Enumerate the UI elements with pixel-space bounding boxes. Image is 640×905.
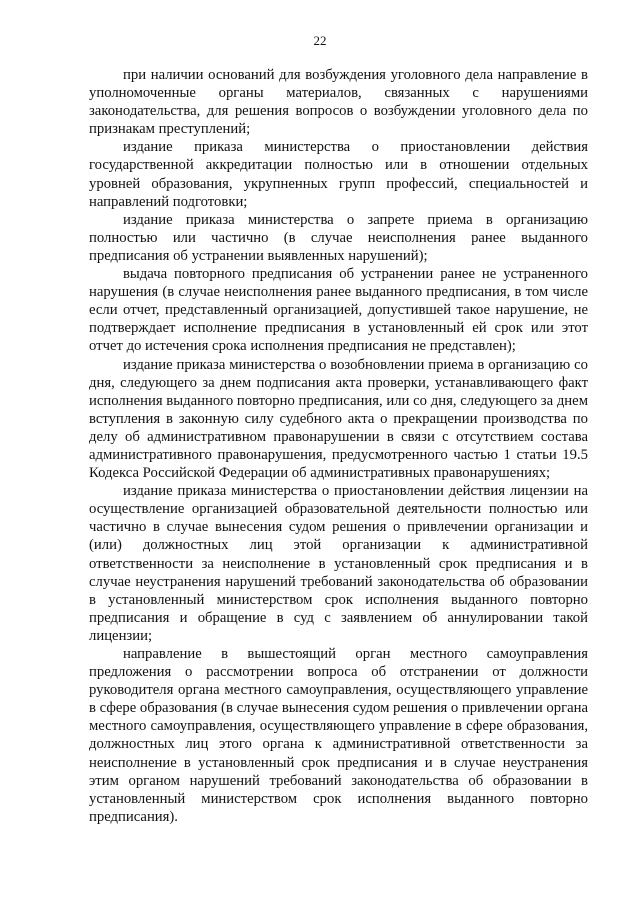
paragraph-license-suspension: издание приказа министерства о приостановлении действия лицензии на осуществление организацией образовательной деятельности полностью или частично в случае вынесения судом решения о привлечении организации и (или) должностных лиц этой организации к административной ответственности за неисполнение в установленный срок предписания и в случае неустранения нарушений требований законодательства об образовании в установленный министерством срок исполнения выданного повторно предписания и обращение в суд с заявлением об аннулировании такой лицензии;: [89, 483, 588, 644]
paragraph-admission-ban: издание приказа министерства о запрете приема в организацию полностью или частично (в случае неисполнения ранее выданного предписания об устранении выявленных нарушений);: [89, 211, 588, 264]
paragraph-criminal-case-referral: при наличии оснований для возбуждения уголовного дела направление в уполномоченные органы материалов, связанных с нарушениями законодательства, для решения вопросов о возбуждении уголовного дела по признакам преступлений;: [89, 67, 588, 138]
paragraph-official-removal-proposal: направление в вышестоящий орган местного самоуправления предложения о рассмотрении вопроса об отстранении от должности руководителя органа местного самоуправления, осуществляющего управление в сфере образования (в случае вынесения судом решения о привлечении органа местного самоуправления, осуществляющего управление в сфере образования, должностных лиц этого органа к административной ответственности за неисполнение в установленный срок предписания и в случае неустранения этим органом нарушений требований законодательства об образовании в установленный министерством срок исполнения выданного повторно предписания).: [89, 646, 588, 825]
page-number: 22: [313, 33, 327, 48]
document-body: [89, 66, 588, 826]
paragraph-accreditation-suspension: издание приказа министерства о приостановлении действия государственной аккредитации полностью или в отношении отдельных уровней образования, укрупненных групп профессий, специальностей и направлений подготовки;: [89, 139, 588, 210]
paragraph-admission-resumption: издание приказа министерства о возобновлении приема в организацию со дня, следующего за днем подписания акта проверки, устанавливающего факт исполнения выданного повторно предписания, или со дня, следующего за днем вступления в законную силу судебного акта о прекращении производства по делу об административном правонарушении в связи с отсутствием состава административного правонарушения, предусмотренного частью 1 статьи 19.5 Кодекса Российской Федерации об административных правонарушениях;: [89, 356, 588, 482]
paragraph-repeat-order: выдача повторного предписания об устранении ранее не устраненного нарушения (в случае неисполнения ранее выданного предписания, в том числе если отчет, представленный организацией, допустившей такое нарушение, не подтверждает исполнение предписания в установленный ей срок или этот отчет до истечения срока исполнения предписания не представлен);: [89, 266, 588, 355]
